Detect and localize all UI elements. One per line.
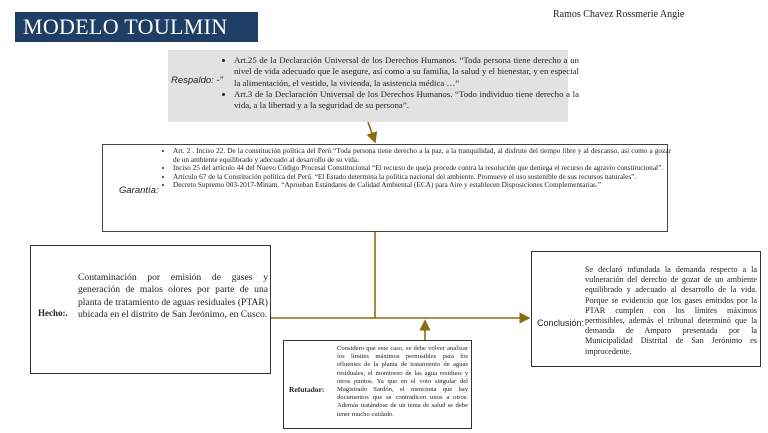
garantia-label: Garantía: [119,185,159,196]
garantia-item: • Artículo 67 de la Constitución política del Perú. “El Estado determina la política nacional del ambiente. Promueve el uso sostenible de sus recursos naturales”. [173,173,671,182]
garantia-item: • Art. 2 . Inciso 22. De la constitución política del Perú “Toda persona tiene derecho a la paz, a la tranquilidad, al disfrute del tiempo libre y al descanso, así como a gozar de un ambiente equilibrado y adecuado al desarrollo de su vida. [173,147,671,164]
garantia-box [102,144,671,232]
refutador-text: Considero que este caso, se debe volver analizar los límites máximos permisibles para los efluentes de la planta de tratamiento de aguas residuales, el monitoreo de las agua residuos y otros puntos. Ya que en el voto singular del Magistrado Sardón, el menciona que hay documentos que se contradicen unos a otros. Además tratándose de un tema de salud se debe tener mucho cuidado. [337,345,468,418]
garantia-item: • Inciso 25 del artículo 44 del Nuevo Código Procesal Constitucional “El recurso de queja procede contra la resolución que deniega el recurso de agravio constitucional”. [173,164,671,173]
hecho-box [30,245,271,374]
title-bar [15,12,258,42]
author-name: Ramos Chavez Rossmerie Angie [553,9,685,20]
respaldo-box [168,50,579,122]
respaldo-item: • Art.25 de la Declaración Universal de los Derechos Humanos. “Toda persona tiene derecho a un nivel de vida adecuado que le asegure, así como a su familia, la salud y el bienestar, y en especial la alimentación, el vestido, la vivienda, la asistencia médica …” [234,55,579,89]
respaldo-to-garantia-arrow [368,122,375,142]
conclusion-box [531,251,761,367]
respaldo-list [220,55,579,111]
hecho-text: Contaminación por emisión de gases y generación de malos olores por parte de una planta de tratamiento de aguas residuales (PTAR) ubicada en el distrito de San Jerónimo, en Cusco. [78,272,268,321]
refutador-label: Refutador: [289,385,325,394]
garantia-item: • Decreto Supremo 003-2017-Minam. “Aprueban Estándares de Calidad Ambiental (ECA) para Aire y establecen Disposiciones Complementarias.” [173,181,671,190]
page-title: MODELO TOULMIN [23,14,228,39]
garantia-list [161,147,671,190]
hecho-label: Hecho:. [38,308,68,318]
conclusion-label: Conclusión: [537,318,585,328]
respaldo-item: • Art.3 de la Declaración Universal de los Derechos Humanos. “Todo individuo tiene derecho a la vida, a la libertad y a la seguridad de su persona”. [234,89,579,112]
refutador-box [283,340,472,429]
conclusion-text: Se declaró infundada la demanda respecto a la vulneración del derecho de gozar de un ambiente equilibrado y adecuado al desarrollo de la vida. Porque se evidencio que los gases emitidos por la PTAR cumplen con los límites máximos permisibles, además el tribunal determinó que la demanda de Amparo presentada por la Municipalidad Distrital de San Jerónimo es improcedente. [585,265,757,356]
respaldo-label: Respaldo: -" [171,75,223,86]
